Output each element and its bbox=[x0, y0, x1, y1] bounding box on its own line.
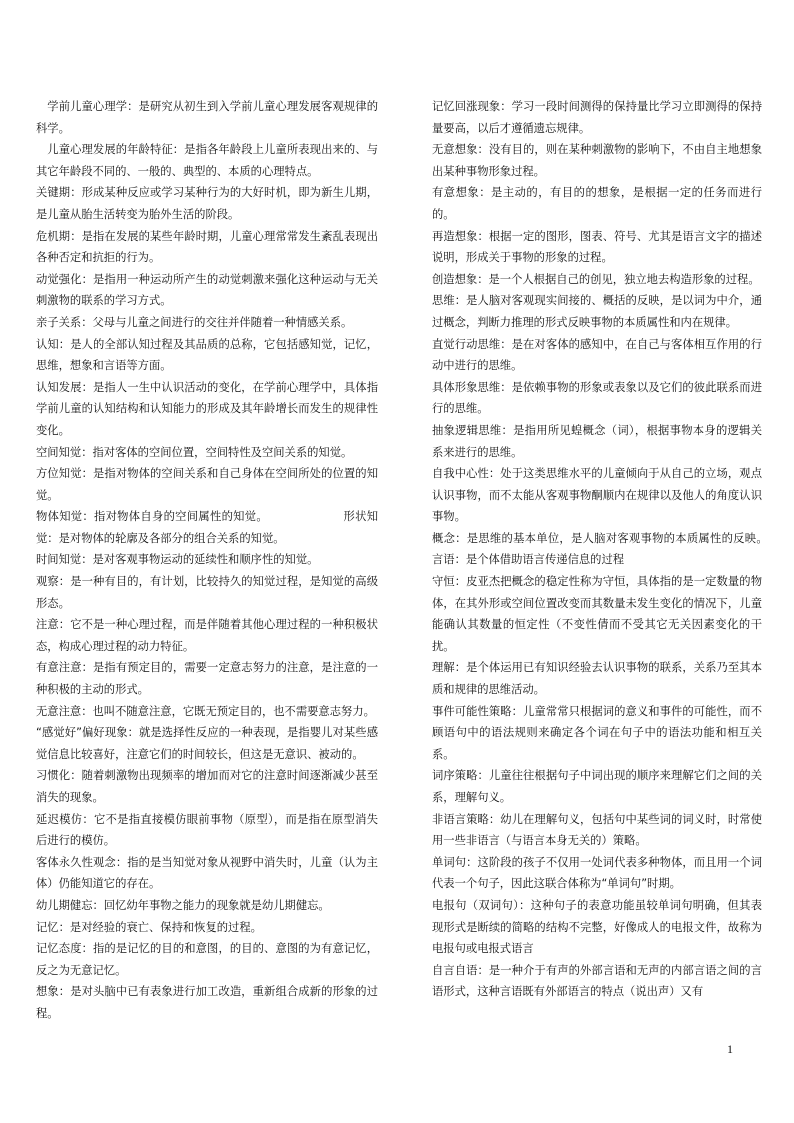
right-column bbox=[432, 96, 785, 1014]
paragraph: 非语言策略：幼儿在理解句义，包括句中某些词的词义时，时常使用一些非语言（与语言本身无关的）策略。 bbox=[432, 812, 762, 848]
paragraph: 抽象逻辑思维：是指用所见蝗概念（词），根据事物本身的逻辑关系来进行的思维。 bbox=[432, 423, 762, 459]
paragraph: 记忆：是对经验的衰亡、保持和恢复的过程。 bbox=[36, 920, 262, 934]
paragraph: 记忆回涨现象：学习一段时间测得的保持量比学习立即测得的保持量要高，以后才遵循遗忘规律。 bbox=[432, 100, 762, 135]
paragraph: 事件可能性策略：儿童常常只根据词的意义和事件的可能性，而不顾语句中的语法规则来确定各个词在句子中的语法功能和相互关系。 bbox=[432, 704, 762, 761]
paragraph: 有意注意：是指有预定目的，需要一定意志努力的注意，是注意的一种积极的主动的形式。 bbox=[36, 661, 378, 697]
paragraph: 儿童心理发展的年龄特征：是指各年龄段上儿童所表现出来的、与其它年龄段不同的、一般的、典型的、本质的心理特点。 bbox=[36, 143, 378, 178]
paragraph: 想象：是对头脑中已有表象进行加工改造，重新组合成新的形象的过程。 bbox=[36, 985, 378, 1020]
paragraph: 无意想象：没有目的，则在某种刺激物的影响下，不由自主地想象出某种事物形象过程。 bbox=[432, 143, 762, 178]
paragraph: 方位知觉：是指对物体的空间关系和自己身体在空间所处的位置的知觉。 bbox=[36, 467, 378, 502]
paragraph: 理解：是个体运用已有知识经验去认识事物的联系，关系乃至其本质和规律的思维活动。 bbox=[432, 661, 762, 697]
paragraph: 习惯化：随着刺激物出现频率的增加而对它的注意时间逐渐减少甚至消失的现象。 bbox=[36, 769, 378, 804]
paragraph: 有意想象：是主动的，有目的的想象，是根据一定的任务而进行的。 bbox=[432, 186, 762, 221]
paragraph: 单词句：这阶段的孩子不仅用一处词代表多种物体，而且用一个词代表一个句子，因此这联合体称为“单词句”时期。 bbox=[432, 855, 762, 891]
left-column bbox=[36, 96, 378, 1020]
paragraph: 自言自语：是一种介于有声的外部言语和无声的内部言语之间的言语形式，这种言语既有外部语言的特点（说出声）又有 bbox=[432, 963, 762, 999]
paragraph: 认知发展：是指人一生中认识活动的变化，在学前心理学中，具体指学前儿童的认知结构和认知能力的形成及其年龄增长而发生的规律性变化。 bbox=[36, 380, 378, 437]
paragraph: 认知：是人的全部认知过程及其品质的总称，它包括感知觉，记忆，思维，想象和言语等方面。 bbox=[36, 337, 378, 373]
paragraph: 动觉强化：是指用一种运动所产生的动觉刺激来强化这种运动与无关刺激物的联系的学习方式。 bbox=[36, 272, 378, 308]
paragraph: 时间知觉：是对客观事物运动的延续性和顺序性的知觉。 bbox=[36, 553, 319, 567]
paragraph: 创造想象：是一个人根据自己的创见，独立地去构造形象的过程。 bbox=[432, 272, 760, 286]
paragraph: 客体永久性观念：指的是当知觉对象从视野中消失时，儿童（认为主体）仍能知道它的存在。 bbox=[36, 855, 378, 891]
paragraph: “感觉好”偏好现象：就是选择性反应的一种表现，是指婴儿对某些感觉信息比较喜好，注意它们的时间较长，但这是无意识、被动的。 bbox=[36, 726, 378, 761]
paragraph: 幼儿期健忘：回忆幼年事物之能力的现象就是幼儿期健忘。 bbox=[36, 898, 330, 912]
paragraph: 观察：是一种有目的，有计划，比较持久的知觉过程，是知觉的高级形态。 bbox=[36, 575, 378, 610]
paragraph: 守恒：皮亚杰把概念的稳定性称为守恒，具体指的是一定数量的物体，在其外形或空间位置改变而其数量未发生变化的情况下，儿童能确认其数量的恒定性（不变性倩而不受其它无关因素变化的干扰。 bbox=[432, 575, 762, 653]
paragraph: 注意：它不是一种心理过程，而是伴随着其他心理过程的一种积极状态，构成心理过程的动力特征。 bbox=[36, 618, 378, 653]
paragraph: 学前儿童心理学：是研究从初生到入学前儿童心理发展客观规律的科学。 bbox=[36, 100, 378, 135]
paragraph: 危机期：是指在发展的某些年龄时期，儿童心理常常发生紊乱表现出各种否定和抗拒的行为。 bbox=[36, 229, 378, 265]
paragraph: 思维：是人脑对客观现实间接的、概括的反映，是以词为中介，通过概念，判断力推理的形式反映事物的本质属性和内在规律。 bbox=[432, 294, 762, 329]
paragraph: 直觉行动思维：是在对客体的感知中，在自己与客体相互作用的行动中进行的思维。 bbox=[432, 337, 762, 373]
paragraph: 再造想象：根据一定的图形，图表、符号、尤其是语言文字的描述说明，形成关于事物的形象的过程。 bbox=[432, 229, 762, 265]
paragraph: 概念：是思维的基本单位，是人脑对客观事物的本质属性的反映。 言语：是个体借助语言传递信息的过程 bbox=[432, 531, 785, 567]
paragraph: 自我中心性：处于这类思维水平的儿童倾向于从自己的立场，观点认识事物，而不太能从客观事物酮顺内在规律以及他人的角度认识事物。 bbox=[432, 467, 762, 524]
page-number: 1 bbox=[727, 1042, 733, 1056]
paragraph: 关键期：形成某种反应或学习某种行为的大好时机，即为新生儿期，是儿童从胎生活转变为胎外生活的阶段。 bbox=[36, 186, 378, 221]
paragraph: 记忆态度：指的是记忆的目的和意图，的目的、意图的为有意记忆，反之为无意记忆。 bbox=[36, 942, 378, 977]
paragraph: 延迟模仿：它不是指直接模仿眼前事物（原型），而是指在原型消失后进行的模仿。 bbox=[36, 812, 378, 848]
paragraph: 词序策略：儿童往往根据句子中词出现的顺序来理解它们之间的关系，理解句义。 bbox=[432, 769, 762, 804]
paragraph: 具体形象思维：是依赖事物的形象或表象以及它们的彼此联系而进行的思维。 bbox=[432, 380, 762, 416]
paragraph: 空间知觉：指对客体的空间位置，空间特性及空间关系的知觉。 bbox=[36, 445, 353, 459]
paragraph: 无意注意：也叫不随意注意，它既无预定目的，也不需要意志努力。 bbox=[36, 704, 375, 718]
paragraph: 亲子关系：父母与儿童之间进行的交往并伴随着一种情感关系。 bbox=[36, 315, 353, 329]
paragraph: 电报句（双词句）：这种句子的表意功能虽较单词句明确，但其表现形式是断续的简略的结构不完整，好像成人的电报文件，故称为电报句或电报式语言 bbox=[432, 898, 762, 956]
paragraph: 物体知觉：指对物体自身的空间属性的知觉。 形状知觉：是对物体的轮廓及各部分的组合关系的知觉。 bbox=[36, 510, 378, 545]
